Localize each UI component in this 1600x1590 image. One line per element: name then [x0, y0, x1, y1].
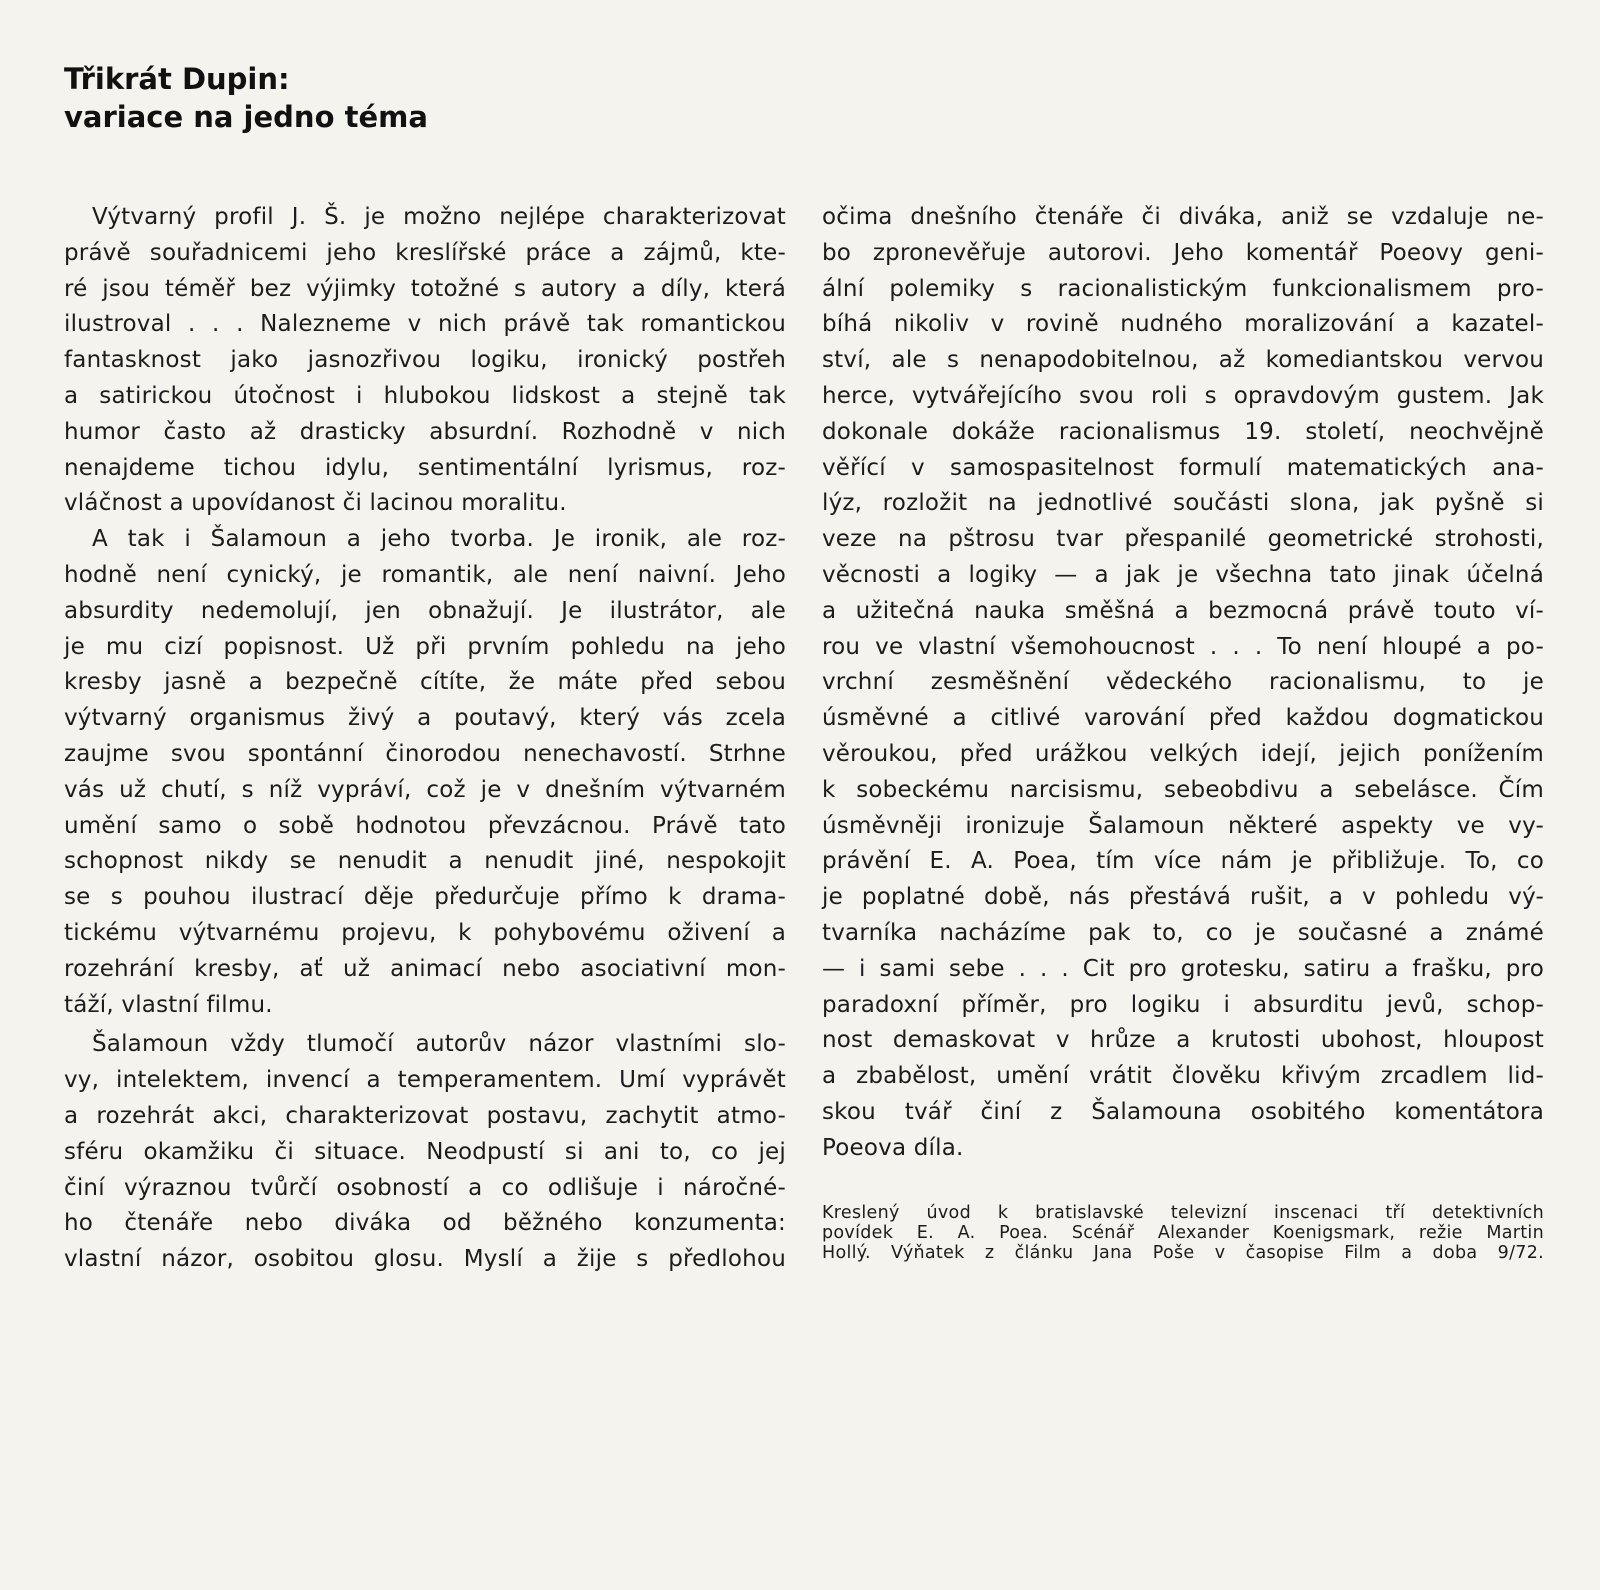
text-line: ré jsou téměř bez výjimky totožné s autory a díly, která — [64, 275, 786, 302]
text-line: Šalamoun vždy tlumočí autorův názor vlastními slo- — [92, 1031, 786, 1058]
text-line: činí výraznou tvůrčí osobností a co odlišuje i náročné- — [64, 1174, 786, 1201]
text-line: věroukou, před urážkou velkých idejí, jejich ponížením — [822, 740, 1544, 767]
text-line: lýz, rozložit na jednotlivé součásti slona, jak pyšně si — [822, 490, 1544, 517]
text-line: sféru okamžiku či situace. Neodpustí si ani to, co jej — [64, 1138, 786, 1165]
source-caption — [822, 1203, 1544, 1263]
text-line: a satirickou útočnost i hlubokou lidskost a stejně tak — [64, 382, 786, 409]
text-line: táží, vlastní filmu. — [64, 991, 273, 1018]
text-line: zaujme svou spontánní činorodou nenechavostí. Strhne — [64, 740, 786, 767]
text-line: kresby jasně a bezpečně cítíte, že máte před sebou — [64, 669, 786, 696]
text-line: bíhá nikoliv v rovině nudného moralizování a kazatel- — [822, 311, 1544, 338]
text-line: rozehrání kresby, ať už animací nebo asociativní mon- — [64, 955, 786, 982]
text-line: a zbabělost, umění vrátit člověku křivým zrcadlem lid- — [822, 1063, 1544, 1090]
text-line: humor často až drasticky absurdní. Rozhodně v nich — [64, 418, 786, 445]
text-line: vrchní zesměšnění vědeckého racionalismu, to je — [822, 669, 1544, 696]
caption-line: Kreslený úvod k bratislavské televizní inscenaci tří detektivních — [822, 1203, 1544, 1223]
text-line: rou ve vlastní všemohoucnost . . . To není hloupé a po- — [822, 633, 1544, 660]
title-line-1: Třikrát Dupin: — [64, 62, 290, 96]
text-line: A tak i Šalamoun a jeho tvorba. Je ironik, ale roz- — [92, 526, 786, 553]
text-line: vás už chutí, s níž vypráví, což je v dnešním výtvarném — [64, 776, 786, 803]
text-line: tvarníka nacházíme pak to, co je současné a známé — [822, 919, 1544, 946]
text-line: úsměvné a citlivé varování před každou dogmatickou — [822, 705, 1544, 732]
text-line: se s pouhou ilustrací děje předurčuje přímo k drama- — [64, 884, 786, 911]
text-line: výtvarný organismus živý a poutavý, který vás zcela — [64, 705, 786, 732]
text-line: schopnost nikdy se nenudit a nenudit jiné, nespokojit — [64, 848, 786, 875]
text-line: ho čtenáře nebo diváka od běžného konzumenta: — [64, 1210, 786, 1237]
text-line: věcnosti a logiky — a jak je všechna tato jinak účelná — [822, 561, 1544, 588]
text-line: herce, vytvářejícího svou roli s opravdovým gustem. Jak — [822, 382, 1544, 409]
text-line: právě souřadnicemi jeho kreslířské práce a zájmů, kte- — [64, 239, 786, 266]
text-line: fantasknost jako jasnozřivou logiku, ironický postřeh — [64, 347, 786, 374]
text-line: je mu cizí popisnost. Už při prvním pohledu na jeho — [64, 633, 786, 660]
right-text-column — [822, 200, 1544, 1167]
text-line: očima dnešního čtenáře či diváka, aniž se vzdaluje ne- — [822, 204, 1544, 230]
text-line: vy, intelektem, invencí a temperamentem. Umí vyprávět — [64, 1067, 786, 1094]
page-title — [64, 60, 428, 136]
text-line: hodně není cynický, je romantik, ale není naivní. Jeho — [64, 561, 786, 588]
text-line: vláčnost a upovídanost či lacinou moralitu. — [64, 490, 567, 517]
caption-line: povídek E. A. Poea. Scénář Alexander Koenigsmark, režie Martin — [822, 1223, 1544, 1243]
text-line: nenajdeme tichou idylu, sentimentální lyrismus, roz- — [64, 454, 786, 481]
text-line: věřící v samospasitelnost formulí matematických ana- — [822, 454, 1544, 481]
text-line: k sobeckému narcisismu, sebeobdivu a sebelásce. Čím — [822, 776, 1544, 803]
text-line: je poplatné době, nás přestává rušit, a v pohledu vý- — [822, 884, 1544, 911]
text-line: Poeova díla. — [822, 1134, 964, 1161]
text-line: Výtvarný profil J. Š. je možno nejlépe charakterizovat — [92, 204, 786, 230]
left-text-column — [64, 200, 786, 1278]
text-line: a rozehrát akci, charakterizovat postavu, zachytit atmo- — [64, 1102, 786, 1129]
text-line: dokonale dokáže racionalismus 19. století, neochvějně — [822, 418, 1544, 445]
text-line: ální polemiky s racionalistickým funkcionalismem pro- — [822, 275, 1544, 302]
text-line: úsměvněji ironizuje Šalamoun některé aspekty ve vy- — [822, 812, 1544, 839]
text-line: umění samo o sobě hodnotou převzácnou. Právě tato — [64, 812, 786, 839]
text-line: nost demaskovat v hrůze a krutosti ubohost, hloupost — [822, 1027, 1544, 1054]
text-line: skou tvář činí z Šalamouna osobitého komentátora — [822, 1098, 1544, 1125]
text-line: ilustroval . . . Nalezneme v nich právě tak romantickou — [64, 311, 786, 338]
text-line: bo zpronevěřuje autorovi. Jeho komentář Poeovy geni- — [822, 239, 1544, 266]
caption-line: Hollý. Výňatek z článku Jana Poše v časopise Film a doba 9/72. — [822, 1243, 1544, 1263]
text-line: ství, ale s nenapodobitelnou, až komediantskou vervou — [822, 347, 1544, 374]
text-line: — i sami sebe . . . Cit pro grotesku, satiru a frašku, pro — [822, 955, 1544, 982]
text-line: vlastní názor, osobitou glosu. Myslí a žije s předlohou — [64, 1246, 786, 1273]
text-line: paradoxní příměr, pro logiku i absurditu jevů, schop- — [822, 991, 1544, 1018]
text-line: absurdity nedemolují, jen obnažují. Je ilustrátor, ale — [64, 597, 786, 624]
text-line: tickému výtvarnému projevu, k pohybovému oživení a — [64, 919, 786, 946]
title-line-2: variace na jedno téma — [64, 100, 428, 134]
text-line: a užitečná nauka směšná a bezmocná právě touto ví- — [822, 597, 1544, 624]
text-line: právění E. A. Poea, tím více nám je přibližuje. To, co — [822, 848, 1544, 875]
text-line: veze na pštrosu tvar přespanilé geometrické strohosti, — [822, 526, 1544, 553]
